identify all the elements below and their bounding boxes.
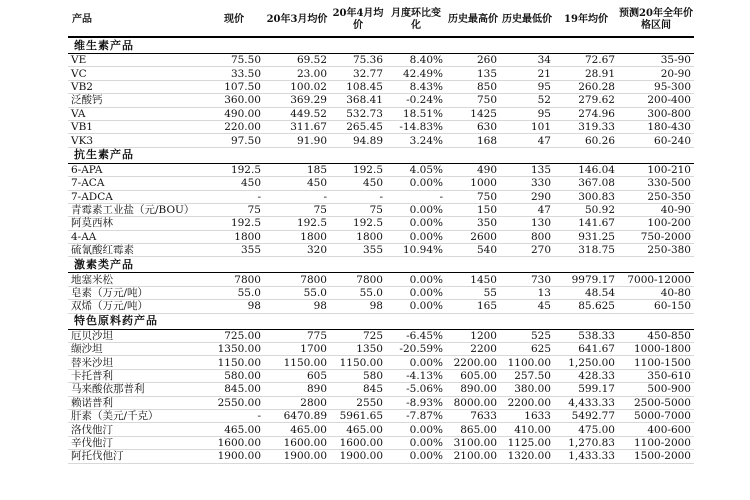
cell-current-price: 465.00 — [204, 423, 264, 436]
cell-avg-2019: 4,433.33 — [554, 396, 618, 409]
cell-avg-2019: 60.26 — [554, 134, 618, 147]
cell-product-name: 双烯（万元/吨） — [68, 300, 204, 313]
cell-forecast-range: 400-600 — [618, 423, 694, 436]
cell-mom-change: 0.00% — [386, 356, 446, 369]
cell-mom-change: -7.87% — [386, 409, 446, 422]
cell-march-avg: 1900.00 — [264, 450, 330, 463]
cell-historic-low: 95 — [500, 107, 554, 120]
cell-historic-high: 1200 — [446, 329, 500, 342]
cell-historic-high: 350 — [446, 217, 500, 230]
table-row — [68, 273, 694, 286]
cell-avg-2019: 141.67 — [554, 217, 618, 230]
cell-current-price: 192.5 — [204, 163, 264, 176]
cell-avg-2019: 260.28 — [554, 80, 618, 93]
cell-forecast-range: 7000-12000 — [618, 273, 694, 286]
cell-april-avg: 532.73 — [330, 107, 386, 120]
cell-product-name: VB1 — [68, 120, 204, 133]
table-row — [68, 369, 694, 382]
cell-historic-high: 8000.00 — [446, 396, 500, 409]
cell-historic-low: 47 — [500, 134, 554, 147]
cell-mom-change: 0.00% — [386, 230, 446, 243]
cell-march-avg: 192.5 — [264, 217, 330, 230]
cell-historic-low: 730 — [500, 273, 554, 286]
table-row — [68, 107, 694, 120]
table-row — [68, 217, 694, 230]
table-row — [68, 134, 694, 147]
table-row — [68, 67, 694, 80]
cell-product-name: 泛酸钙 — [68, 94, 204, 107]
cell-historic-high: 2200 — [446, 343, 500, 356]
cell-historic-low: 1125.00 — [500, 436, 554, 449]
table-header — [68, 4, 694, 37]
cell-product-name: 皂素（万元/吨） — [68, 286, 204, 299]
cell-forecast-range: 1500-2000 — [618, 450, 694, 463]
cell-avg-2019: 50.92 — [554, 203, 618, 216]
cell-historic-high: 168 — [446, 134, 500, 147]
cell-mom-change: - — [386, 190, 446, 203]
table-row — [68, 163, 694, 176]
section-title: 维生素产品 — [68, 37, 694, 54]
cell-forecast-range: 95-300 — [618, 80, 694, 93]
cell-mom-change: -0.24% — [386, 94, 446, 107]
cell-mom-change: 10.94% — [386, 244, 446, 257]
cell-current-price: 192.5 — [204, 217, 264, 230]
cell-forecast-range: 300-800 — [618, 107, 694, 120]
cell-march-avg: 1800 — [264, 230, 330, 243]
cell-product-name: 肝素（美元/千克） — [68, 409, 204, 422]
cell-current-price: 98 — [204, 300, 264, 313]
cell-historic-low: 135 — [500, 163, 554, 176]
cell-april-avg: 1900.00 — [330, 450, 386, 463]
cell-april-avg: 1150.00 — [330, 356, 386, 369]
cell-historic-high: 490 — [446, 163, 500, 176]
cell-avg-2019: 9979.17 — [554, 273, 618, 286]
cell-historic-high: 750 — [446, 94, 500, 107]
cell-mom-change: -8.93% — [386, 396, 446, 409]
cell-avg-2019: 428.33 — [554, 369, 618, 382]
cell-product-name: 赖诺普利 — [68, 396, 204, 409]
cell-current-price: 107.50 — [204, 80, 264, 93]
cell-historic-low: 13 — [500, 286, 554, 299]
cell-product-name: 阿托伐他汀 — [68, 450, 204, 463]
cell-current-price: 1800 — [204, 230, 264, 243]
cell-mom-change: 42.49% — [386, 67, 446, 80]
table-row — [68, 80, 694, 93]
cell-mom-change: 0.00% — [386, 273, 446, 286]
cell-forecast-range: 60-240 — [618, 134, 694, 147]
cell-march-avg: 185 — [264, 163, 330, 176]
cell-current-price: 97.50 — [204, 134, 264, 147]
cell-april-avg: 94.89 — [330, 134, 386, 147]
cell-current-price: 220.00 — [204, 120, 264, 133]
section-header — [68, 147, 694, 163]
cell-march-avg: 449.52 — [264, 107, 330, 120]
cell-historic-low: 95 — [500, 80, 554, 93]
cell-forecast-range: 450-850 — [618, 329, 694, 342]
table-row — [68, 423, 694, 436]
cell-avg-2019: 599.17 — [554, 383, 618, 396]
cell-historic-high: 630 — [446, 120, 500, 133]
cell-product-name: 卡托普利 — [68, 369, 204, 382]
table-row — [68, 94, 694, 107]
cell-mom-change: -6.45% — [386, 329, 446, 342]
cell-mom-change: 18.51% — [386, 107, 446, 120]
cell-mom-change: 0.00% — [386, 423, 446, 436]
cell-april-avg: 725 — [330, 329, 386, 342]
cell-historic-low: 380.00 — [500, 383, 554, 396]
cell-historic-low: 21 — [500, 67, 554, 80]
cell-avg-2019: 931.25 — [554, 230, 618, 243]
cell-april-avg: 108.45 — [330, 80, 386, 93]
cell-march-avg: 1700 — [264, 343, 330, 356]
section-header — [68, 313, 694, 329]
cell-mom-change: -4.13% — [386, 369, 446, 382]
cell-march-avg: 775 — [264, 329, 330, 342]
cell-historic-high: 165 — [446, 300, 500, 313]
cell-product-name: VK3 — [68, 134, 204, 147]
table-row — [68, 286, 694, 299]
cell-april-avg: 7800 — [330, 273, 386, 286]
cell-current-price: 725.00 — [204, 329, 264, 342]
cell-forecast-range: 1100-2000 — [618, 436, 694, 449]
cell-current-price: 55.0 — [204, 286, 264, 299]
cell-april-avg: 368.41 — [330, 94, 386, 107]
cell-april-avg: 265.45 — [330, 120, 386, 133]
cell-historic-high: 2100.00 — [446, 450, 500, 463]
table-row — [68, 343, 694, 356]
cell-product-name: 硫氰酸红霉素 — [68, 244, 204, 257]
cell-current-price: 360.00 — [204, 94, 264, 107]
cell-product-name: VB2 — [68, 80, 204, 93]
cell-april-avg: 1350 — [330, 343, 386, 356]
cell-march-avg: 55.0 — [264, 286, 330, 299]
cell-historic-low: 525 — [500, 329, 554, 342]
cell-product-name: 6-APA — [68, 163, 204, 176]
cell-mom-change: 0.00% — [386, 300, 446, 313]
cell-current-price: 580.00 — [204, 369, 264, 382]
table-row — [68, 396, 694, 409]
cell-forecast-range: 100-210 — [618, 163, 694, 176]
header-2019-avg: 19年均价 — [564, 13, 608, 25]
cell-mom-change: 0.00% — [386, 286, 446, 299]
table-row — [68, 120, 694, 133]
cell-product-name: VE — [68, 54, 204, 67]
header-historic-high: 历史最高价 — [448, 13, 498, 25]
cell-april-avg: 32.77 — [330, 67, 386, 80]
cell-avg-2019: 300.83 — [554, 190, 618, 203]
cell-historic-high: 150 — [446, 203, 500, 216]
cell-historic-high: 1450 — [446, 273, 500, 286]
cell-april-avg: 1600.00 — [330, 436, 386, 449]
header-april-avg: 20年4月均价 — [332, 7, 384, 31]
cell-historic-high: 2200.00 — [446, 356, 500, 369]
cell-avg-2019: 475.00 — [554, 423, 618, 436]
cell-avg-2019: 85.625 — [554, 300, 618, 313]
cell-april-avg: 192.5 — [330, 163, 386, 176]
cell-forecast-range: 330-500 — [618, 177, 694, 190]
cell-march-avg: 7800 — [264, 273, 330, 286]
cell-historic-high: 3100.00 — [446, 436, 500, 449]
cell-avg-2019: 274.96 — [554, 107, 618, 120]
cell-product-name: 阿莫西林 — [68, 217, 204, 230]
cell-april-avg: 845 — [330, 383, 386, 396]
section-header — [68, 257, 694, 273]
cell-historic-high: 890.00 — [446, 383, 500, 396]
cell-march-avg: 75 — [264, 203, 330, 216]
cell-april-avg: 192.5 — [330, 217, 386, 230]
cell-mom-change: -14.83% — [386, 120, 446, 133]
cell-mom-change: 0.00% — [386, 203, 446, 216]
price-table-sheet — [68, 4, 694, 464]
cell-product-name: 马来酸依那普利 — [68, 383, 204, 396]
cell-historic-high: 750 — [446, 190, 500, 203]
cell-historic-low: 257.50 — [500, 369, 554, 382]
section-title: 抗生素产品 — [68, 147, 694, 163]
cell-current-price: - — [204, 190, 264, 203]
table-row — [68, 409, 694, 422]
cell-historic-high: 55 — [446, 286, 500, 299]
cell-forecast-range: 180-430 — [618, 120, 694, 133]
cell-forecast-range: 5000-7000 — [618, 409, 694, 422]
cell-april-avg: 55.0 — [330, 286, 386, 299]
table-row — [68, 450, 694, 463]
cell-product-name: 缬沙坦 — [68, 343, 204, 356]
cell-forecast-range: 250-380 — [618, 244, 694, 257]
cell-mom-change: -20.59% — [386, 343, 446, 356]
cell-march-avg: 320 — [264, 244, 330, 257]
cell-product-name: 厄贝沙坦 — [68, 329, 204, 342]
cell-historic-high: 7633 — [446, 409, 500, 422]
cell-forecast-range: 350-610 — [618, 369, 694, 382]
cell-avg-2019: 279.62 — [554, 94, 618, 107]
cell-forecast-range: 40-80 — [618, 286, 694, 299]
table-row — [68, 230, 694, 243]
cell-current-price: 1350.00 — [204, 343, 264, 356]
cell-current-price: 355 — [204, 244, 264, 257]
header-mom-change: 月度环比变化 — [391, 7, 441, 31]
cell-march-avg: 465.00 — [264, 423, 330, 436]
cell-forecast-range: 750-2000 — [618, 230, 694, 243]
cell-mom-change: 0.00% — [386, 177, 446, 190]
cell-forecast-range: 20-90 — [618, 67, 694, 80]
cell-historic-high: 260 — [446, 54, 500, 67]
header-2020-forecast: 预测20年全年价格区间 — [619, 7, 693, 31]
cell-forecast-range: 40-90 — [618, 203, 694, 216]
cell-mom-change: -5.06% — [386, 383, 446, 396]
cell-historic-high: 1000 — [446, 177, 500, 190]
section-title: 特色原料药产品 — [68, 313, 694, 329]
cell-mom-change: 0.00% — [386, 450, 446, 463]
table-row — [68, 190, 694, 203]
cell-forecast-range: 200-400 — [618, 94, 694, 107]
cell-march-avg: 890 — [264, 383, 330, 396]
cell-historic-low: 800 — [500, 230, 554, 243]
header-historic-low: 历史最低价 — [502, 13, 552, 25]
price-table — [68, 4, 694, 464]
cell-avg-2019: 72.67 — [554, 54, 618, 67]
cell-march-avg: 1600.00 — [264, 436, 330, 449]
section-title: 激素类产品 — [68, 257, 694, 273]
cell-historic-low: 101 — [500, 120, 554, 133]
cell-forecast-range: 250-350 — [618, 190, 694, 203]
table-row — [68, 356, 694, 369]
cell-march-avg: 605 — [264, 369, 330, 382]
cell-historic-high: 135 — [446, 67, 500, 80]
cell-forecast-range: 2500-5000 — [618, 396, 694, 409]
header-product: 产品 — [72, 13, 92, 25]
cell-avg-2019: 28.91 — [554, 67, 618, 80]
table-row — [68, 54, 694, 67]
cell-march-avg: 91.90 — [264, 134, 330, 147]
cell-mom-change: 0.00% — [386, 436, 446, 449]
cell-avg-2019: 146.04 — [554, 163, 618, 176]
cell-march-avg: 6470.89 — [264, 409, 330, 422]
cell-forecast-range: 35-90 — [618, 54, 694, 67]
cell-product-name: 辛伐他汀 — [68, 436, 204, 449]
cell-historic-high: 865.00 — [446, 423, 500, 436]
cell-march-avg: 2800 — [264, 396, 330, 409]
cell-current-price: 845.00 — [204, 383, 264, 396]
cell-march-avg: 450 — [264, 177, 330, 190]
cell-april-avg: 98 — [330, 300, 386, 313]
cell-april-avg: 465.00 — [330, 423, 386, 436]
cell-avg-2019: 318.75 — [554, 244, 618, 257]
cell-mom-change: 8.43% — [386, 80, 446, 93]
cell-avg-2019: 48.54 — [554, 286, 618, 299]
cell-historic-low: 34 — [500, 54, 554, 67]
cell-mom-change: 8.40% — [386, 54, 446, 67]
cell-current-price: 75.50 — [204, 54, 264, 67]
header-march-avg: 20年3月均价 — [266, 13, 328, 25]
cell-forecast-range: 1000-1800 — [618, 343, 694, 356]
cell-april-avg: - — [330, 190, 386, 203]
cell-product-name: 地塞米松 — [68, 273, 204, 286]
cell-mom-change: 3.24% — [386, 134, 446, 147]
cell-current-price: 7800 — [204, 273, 264, 286]
cell-avg-2019: 1,270.83 — [554, 436, 618, 449]
cell-avg-2019: 5492.77 — [554, 409, 618, 422]
cell-current-price: 75 — [204, 203, 264, 216]
cell-product-name: 7-ACA — [68, 177, 204, 190]
cell-avg-2019: 641.67 — [554, 343, 618, 356]
cell-historic-high: 540 — [446, 244, 500, 257]
table-row — [68, 383, 694, 396]
table-body — [68, 37, 694, 463]
cell-current-price: 33.50 — [204, 67, 264, 80]
cell-historic-high: 1425 — [446, 107, 500, 120]
cell-avg-2019: 1,433.33 — [554, 450, 618, 463]
cell-historic-low: 1100.00 — [500, 356, 554, 369]
section-header — [68, 37, 694, 54]
cell-historic-low: 47 — [500, 203, 554, 216]
cell-current-price: - — [204, 409, 264, 422]
cell-march-avg: - — [264, 190, 330, 203]
cell-april-avg: 5961.65 — [330, 409, 386, 422]
table-row — [68, 244, 694, 257]
cell-mom-change: 0.00% — [386, 217, 446, 230]
cell-current-price: 450 — [204, 177, 264, 190]
header-current-price: 现价 — [224, 13, 244, 25]
table-row — [68, 300, 694, 313]
cell-forecast-range: 500-900 — [618, 383, 694, 396]
cell-march-avg: 23.00 — [264, 67, 330, 80]
cell-product-name: 4-AA — [68, 230, 204, 243]
table-row — [68, 203, 694, 216]
cell-historic-low: 1633 — [500, 409, 554, 422]
cell-historic-high: 850 — [446, 80, 500, 93]
table-row — [68, 177, 694, 190]
cell-historic-low: 2200.00 — [500, 396, 554, 409]
cell-march-avg: 69.52 — [264, 54, 330, 67]
cell-avg-2019: 367.08 — [554, 177, 618, 190]
cell-avg-2019: 538.33 — [554, 329, 618, 342]
cell-historic-low: 410.00 — [500, 423, 554, 436]
cell-product-name: VC — [68, 67, 204, 80]
cell-historic-low: 45 — [500, 300, 554, 313]
cell-forecast-range: 1100-1500 — [618, 356, 694, 369]
cell-current-price: 2550.00 — [204, 396, 264, 409]
table-row — [68, 436, 694, 449]
cell-avg-2019: 319.33 — [554, 120, 618, 133]
cell-april-avg: 355 — [330, 244, 386, 257]
cell-current-price: 490.00 — [204, 107, 264, 120]
cell-current-price: 1150.00 — [204, 356, 264, 369]
cell-forecast-range: 60-150 — [618, 300, 694, 313]
cell-march-avg: 100.02 — [264, 80, 330, 93]
cell-march-avg: 98 — [264, 300, 330, 313]
cell-product-name: 替米沙坦 — [68, 356, 204, 369]
cell-product-name: VA — [68, 107, 204, 120]
cell-mom-change: 4.05% — [386, 163, 446, 176]
cell-april-avg: 450 — [330, 177, 386, 190]
cell-current-price: 1900.00 — [204, 450, 264, 463]
cell-historic-low: 52 — [500, 94, 554, 107]
cell-forecast-range: 100-200 — [618, 217, 694, 230]
cell-historic-low: 330 — [500, 177, 554, 190]
cell-march-avg: 369.29 — [264, 94, 330, 107]
table-row — [68, 329, 694, 342]
cell-historic-low: 1320.00 — [500, 450, 554, 463]
cell-historic-high: 605.00 — [446, 369, 500, 382]
cell-current-price: 1600.00 — [204, 436, 264, 449]
cell-historic-low: 130 — [500, 217, 554, 230]
cell-historic-high: 2600 — [446, 230, 500, 243]
cell-april-avg: 580 — [330, 369, 386, 382]
cell-april-avg: 75 — [330, 203, 386, 216]
cell-avg-2019: 1,250.00 — [554, 356, 618, 369]
cell-april-avg: 2550 — [330, 396, 386, 409]
cell-product-name: 7-ADCA — [68, 190, 204, 203]
cell-april-avg: 1800 — [330, 230, 386, 243]
cell-product-name: 洛伐他汀 — [68, 423, 204, 436]
cell-march-avg: 311.67 — [264, 120, 330, 133]
cell-historic-low: 625 — [500, 343, 554, 356]
cell-historic-low: 290 — [500, 190, 554, 203]
cell-product-name: 青霉素工业盐（元/BOU） — [68, 203, 204, 216]
cell-march-avg: 1150.00 — [264, 356, 330, 369]
cell-april-avg: 75.36 — [330, 54, 386, 67]
cell-historic-low: 270 — [500, 244, 554, 257]
